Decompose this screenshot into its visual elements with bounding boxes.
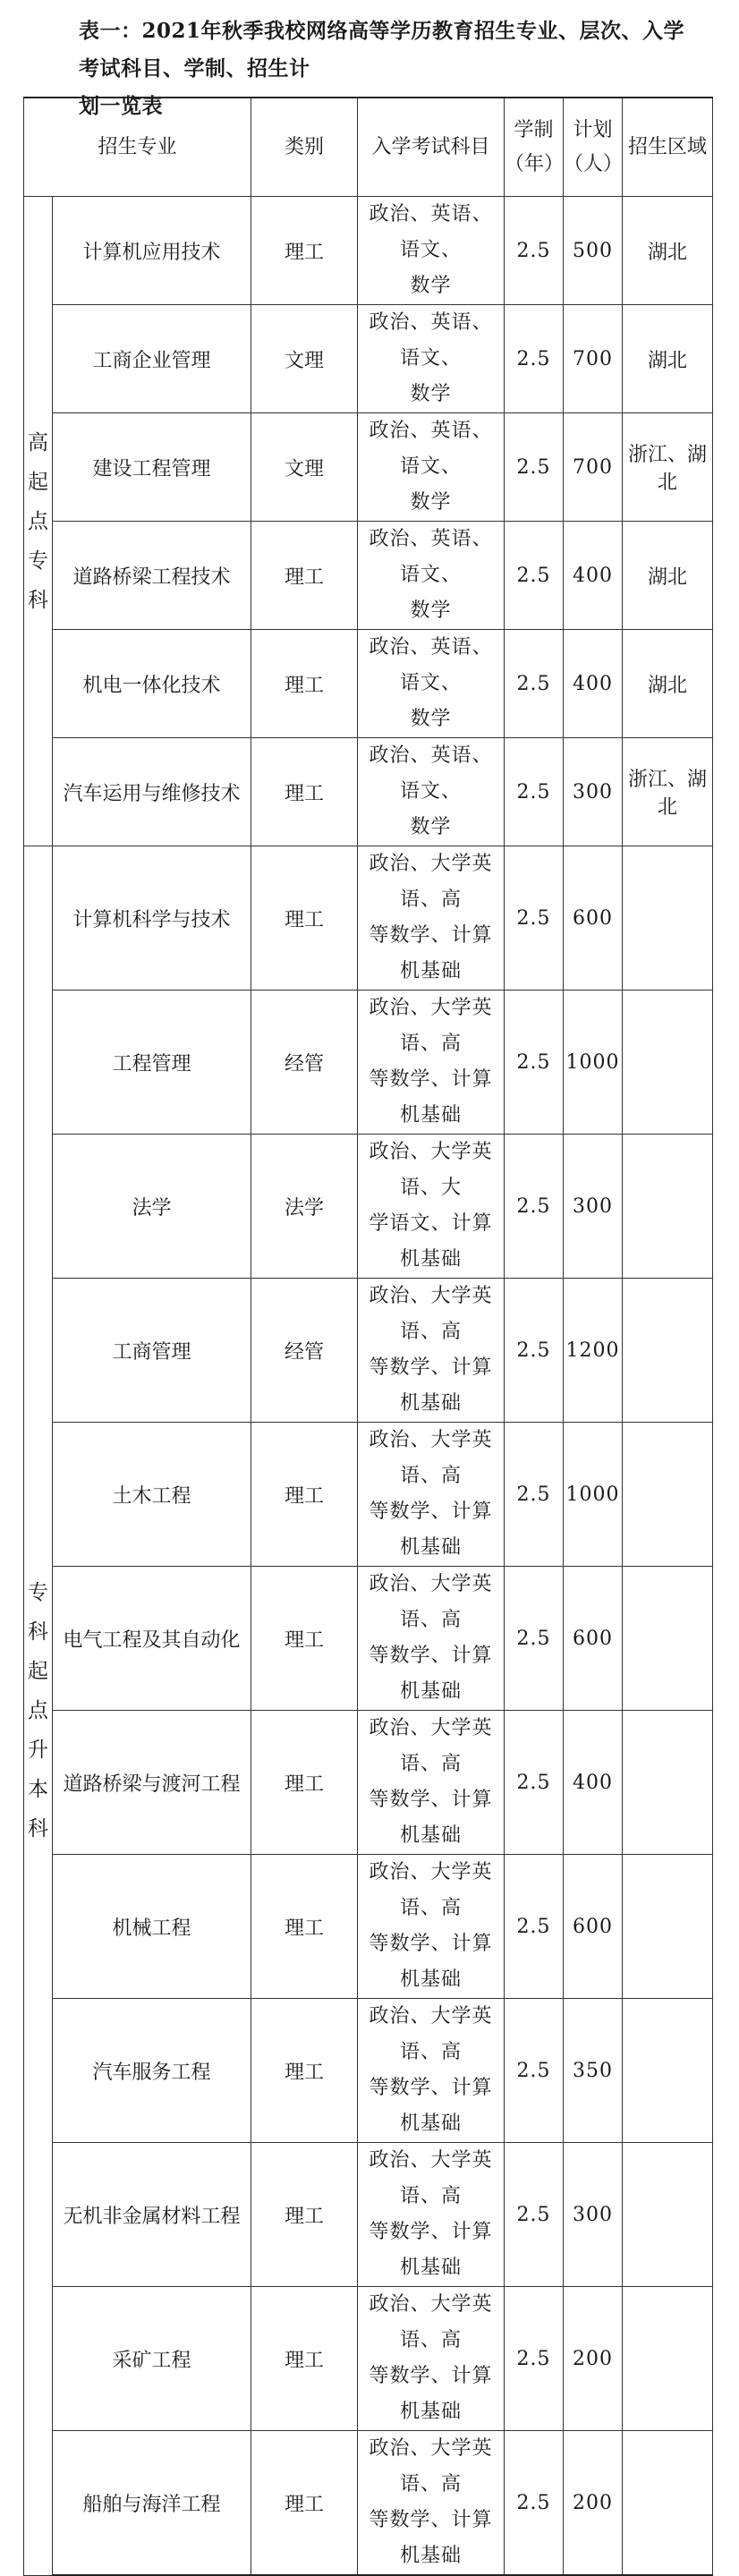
region-cell [623,1279,713,1423]
major-cell: 土木工程 [53,1423,251,1567]
major-cell: 建设工程管理 [53,413,251,522]
major-cell: 汽车服务工程 [53,1999,251,2143]
major-cell: 工商管理 [53,1279,251,1423]
region-cell [623,2287,713,2431]
duration-cell: 2.5 [505,305,564,413]
subjects-line-1: 政治、大学英语、高 [369,2293,493,2351]
table-row [24,305,713,413]
subjects-line-2: 等数学、计算机基础 [369,1356,493,1415]
category-cell: 文理 [251,305,358,413]
header-plan-line1: 计划 [573,118,613,141]
subjects-line-2: 数学 [410,599,452,622]
plan-cell: 400 [564,630,623,738]
table-row [24,2287,713,2431]
header-plan [564,98,623,197]
header-subjects: 入学考试科目 [358,98,505,197]
level-cell [24,197,53,846]
table-row [24,990,713,1135]
subjects-line-2: 等数学、计算机基础 [369,1933,493,1991]
subjects-cell [358,1711,505,1855]
table-row [24,522,713,630]
subjects-line-2: 等数学、计算机基础 [369,1501,493,1559]
table-row [24,1135,713,1279]
enrollment-table [23,97,713,2576]
subjects-cell [358,522,505,630]
level-char: 起 [28,1659,48,1683]
subjects-line-1: 政治、大学英语、高 [369,1573,493,1631]
subjects-line-1: 政治、大学英语、高 [369,997,493,1055]
region-cell: 湖北 [623,522,713,630]
level-char: 高 [28,430,48,455]
duration-cell: 2.5 [505,1423,564,1567]
region-cell: 浙江、湖北 [623,738,713,846]
subjects-line-1: 政治、英语、语文、 [369,528,493,586]
subjects-line-2: 等数学、计算机基础 [369,2509,493,2567]
subjects-line-2: 等数学、计算机基础 [369,1068,493,1126]
plan-cell: 700 [564,413,623,522]
plan-cell: 600 [564,1567,623,1711]
subjects-line-2: 数学 [410,708,452,730]
plan-cell: 1000 [564,1423,623,1567]
region-cell [623,1567,713,1711]
subjects-line-1: 政治、英语、语文、 [369,420,493,478]
subjects-line-1: 政治、大学英语、高 [369,1717,493,1775]
table-row [24,846,713,990]
plan-cell: 1000 [564,990,623,1135]
subjects-line-2: 数学 [410,491,452,514]
duration-cell: 2.5 [505,846,564,990]
region-cell [623,1999,713,2143]
plan-cell: 400 [564,522,623,630]
category-cell: 经管 [251,1279,358,1423]
major-cell: 道路桥梁工程技术 [53,522,251,630]
major-cell: 法学 [53,1135,251,1279]
table-row [24,1567,713,1711]
subjects-cell [358,1567,505,1711]
caption-line-1: 表一：2021年秋季我校网络高等学历教育招生专业、层次、入学考试科目、学制、招生计 [79,19,685,81]
subjects-line-2: 等数学、计算机基础 [369,1645,493,1703]
subjects-line-2: 等数学、计算机基础 [369,1789,493,1847]
table-row [24,1855,713,1999]
plan-cell: 300 [564,738,623,846]
subjects-line-1: 政治、英语、语文、 [369,744,493,803]
header-major: 招生专业 [24,98,251,197]
region-cell [623,1711,713,1855]
level-char: 科 [28,1620,48,1644]
region-cell: 湖北 [623,197,713,305]
major-cell: 电气工程及其自动化 [53,1567,251,1711]
region-cell: 浙江、湖北 [623,413,713,522]
subjects-line-1: 政治、英语、语文、 [369,636,493,694]
major-cell: 汽车运用与维修技术 [53,738,251,846]
duration-cell: 2.5 [505,1135,564,1279]
subjects-line-2: 等数学、计算机基础 [369,2221,493,2279]
level-char: 专 [28,548,48,573]
level-cell [24,846,53,2576]
region-cell [623,1423,713,1567]
subjects-cell [358,2431,505,2576]
subjects-line-1: 政治、大学英语、高 [369,853,493,911]
header-region: 招生区域 [623,98,713,197]
duration-cell: 2.5 [505,1711,564,1855]
major-cell: 道路桥梁与渡河工程 [53,1711,251,1855]
plan-cell: 400 [564,1711,623,1855]
subjects-line-2: 学语文、计算机基础 [369,1212,493,1271]
category-cell: 理工 [251,846,358,990]
category-cell: 理工 [251,1855,358,1999]
category-cell: 理工 [251,1567,358,1711]
subjects-line-1: 政治、大学英语、高 [369,2149,493,2207]
major-cell: 工商企业管理 [53,305,251,413]
major-cell: 工程管理 [53,990,251,1135]
plan-cell: 700 [564,305,623,413]
category-cell: 理工 [251,1999,358,2143]
table-row [24,1279,713,1423]
subjects-cell [358,1423,505,1567]
level-char: 科 [28,588,48,612]
subjects-cell [358,630,505,738]
duration-cell: 2.5 [505,413,564,522]
caption-line-2: 划一览表 [79,94,163,118]
subjects-line-2: 数学 [410,275,452,297]
table-row [24,413,713,522]
table-row [24,738,713,846]
subjects-line-2: 数学 [410,383,452,405]
category-cell: 理工 [251,1423,358,1567]
duration-cell: 2.5 [505,2287,564,2431]
category-cell: 理工 [251,2143,358,2287]
level-char: 专 [28,1580,48,1604]
duration-cell: 2.5 [505,630,564,738]
plan-cell: 300 [564,2143,623,2287]
subjects-line-1: 政治、英语、语文、 [369,203,493,261]
duration-cell: 2.5 [505,197,564,305]
plan-cell: 1200 [564,1279,623,1423]
category-cell: 理工 [251,1711,358,1855]
table-header-row [24,98,713,197]
table-row [24,1423,713,1567]
category-cell: 理工 [251,2287,358,2431]
plan-cell: 300 [564,1135,623,1279]
duration-cell: 2.5 [505,2431,564,2576]
header-category: 类别 [251,98,358,197]
category-cell: 文理 [251,413,358,522]
level-char: 点 [28,1698,48,1722]
duration-cell: 2.5 [505,522,564,630]
major-cell: 采矿工程 [53,2287,251,2431]
category-cell: 理工 [251,630,358,738]
subjects-cell [358,2287,505,2431]
subjects-line-1: 政治、大学英语、大 [369,1141,493,1199]
subjects-line-1: 政治、大学英语、高 [369,1429,493,1487]
header-duration-line2: （年） [505,152,565,175]
category-cell: 理工 [251,522,358,630]
subjects-line-2: 等数学、计算机基础 [369,2077,493,2135]
subjects-cell [358,1999,505,2143]
duration-cell: 2.5 [505,2143,564,2287]
level-char: 升 [28,1738,48,1762]
category-cell: 经管 [251,990,358,1135]
major-cell: 计算机应用技术 [53,197,251,305]
region-cell [623,2143,713,2287]
category-cell: 理工 [251,197,358,305]
category-cell: 理工 [251,2431,358,2576]
subjects-cell [358,738,505,846]
major-cell: 计算机科学与技术 [53,846,251,990]
level-char: 本 [28,1777,48,1801]
header-duration-line1: 学制 [514,118,554,141]
table-row [24,197,713,305]
header-duration [505,98,564,197]
plan-cell: 350 [564,1999,623,2143]
category-cell: 理工 [251,738,358,846]
subjects-cell [358,1279,505,1423]
subjects-cell [358,1855,505,1999]
table-body [24,197,713,2576]
header-plan-line2: （人） [564,152,624,175]
plan-cell: 200 [564,2287,623,2431]
table-row [24,630,713,738]
major-cell: 机电一体化技术 [53,630,251,738]
duration-cell: 2.5 [505,1855,564,1999]
subjects-line-1: 政治、大学英语、高 [369,1861,493,1919]
table-row [24,1999,713,2143]
level-char: 科 [28,1816,48,1841]
plan-cell: 500 [564,197,623,305]
region-cell [623,1135,713,1279]
region-cell: 湖北 [623,630,713,738]
region-cell [623,990,713,1135]
region-cell [623,2431,713,2576]
subjects-cell [358,846,505,990]
major-cell: 机械工程 [53,1855,251,1999]
duration-cell: 2.5 [505,1567,564,1711]
subjects-line-2: 数学 [410,816,452,838]
level-char: 起 [28,470,48,494]
subjects-line-1: 政治、大学英语、高 [369,2437,493,2495]
region-cell: 湖北 [623,305,713,413]
major-cell: 无机非金属材料工程 [53,2143,251,2287]
subjects-cell [358,305,505,413]
plan-cell: 600 [564,846,623,990]
duration-cell: 2.5 [505,1999,564,2143]
subjects-line-2: 等数学、计算机基础 [369,2365,493,2423]
subjects-line-1: 政治、大学英语、高 [369,1285,493,1343]
subjects-line-2: 等数学、计算机基础 [369,924,493,982]
table-row [24,2431,713,2576]
category-cell: 法学 [251,1135,358,1279]
subjects-cell [358,2143,505,2287]
duration-cell: 2.5 [505,990,564,1135]
region-cell [623,1855,713,1999]
duration-cell: 2.5 [505,738,564,846]
level-char: 点 [28,509,48,533]
subjects-cell [358,1135,505,1279]
region-cell [623,846,713,990]
major-cell: 船舶与海洋工程 [53,2431,251,2576]
table-row [24,2143,713,2287]
subjects-line-1: 政治、大学英语、高 [369,2005,493,2063]
subjects-cell [358,197,505,305]
table-row [24,1711,713,1855]
plan-cell: 600 [564,1855,623,1999]
subjects-cell [358,990,505,1135]
duration-cell: 2.5 [505,1279,564,1423]
subjects-cell [358,413,505,522]
subjects-line-1: 政治、英语、语文、 [369,311,493,370]
plan-cell: 200 [564,2431,623,2576]
